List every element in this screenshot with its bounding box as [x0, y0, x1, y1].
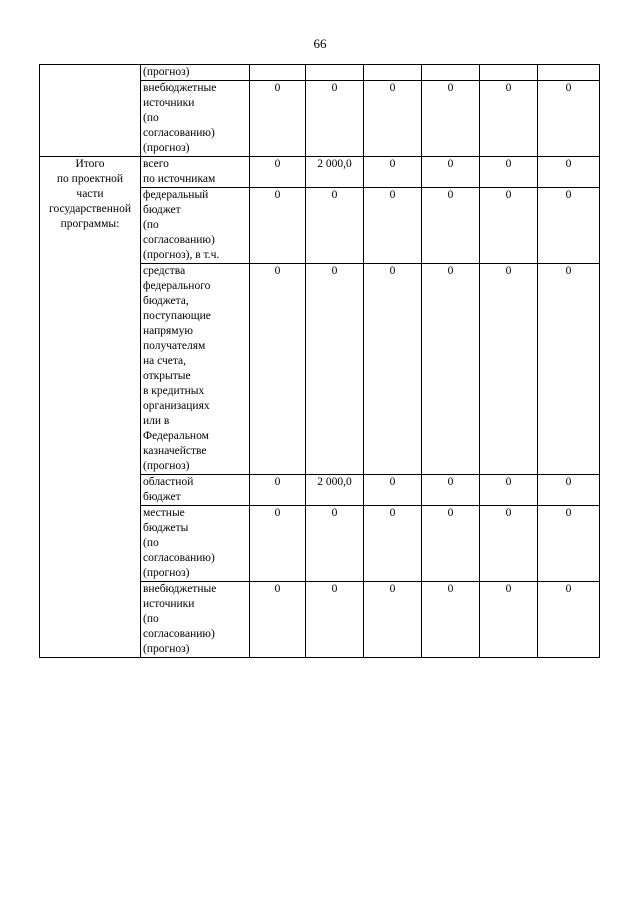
- cell-text-line: или в: [143, 415, 170, 427]
- cell-text-line: областной: [143, 476, 194, 488]
- value-cell: 0: [480, 188, 538, 264]
- cell-text-line: получателям: [143, 340, 206, 352]
- cell-text-line: поступающие: [143, 310, 211, 322]
- funding-source-cell: [141, 81, 250, 157]
- cell-text-line: федеральный: [143, 189, 209, 201]
- value-cell: 0: [250, 81, 306, 157]
- cell-text-line: на счета,: [143, 355, 187, 367]
- funding-source-cell: [141, 157, 250, 188]
- value-cell: 0: [306, 582, 364, 658]
- funding-source-cell: [141, 264, 250, 475]
- value-cell: 0: [364, 475, 422, 506]
- value-cell: [250, 65, 306, 81]
- cell-text-line: в кредитных: [143, 385, 205, 397]
- value-cell: 0: [306, 81, 364, 157]
- value-cell: 0: [250, 264, 306, 475]
- cell-text-line: источники: [143, 97, 195, 109]
- cell-text-line: организациях: [143, 400, 210, 412]
- value-cell: 0: [364, 188, 422, 264]
- value-cell: 0: [250, 506, 306, 582]
- cell-text-line: местные: [143, 507, 185, 519]
- value-cell: 0: [538, 264, 600, 475]
- value-cell: 0: [422, 264, 480, 475]
- budget-table: [39, 64, 600, 658]
- cell-text-line: федерального: [143, 280, 211, 292]
- cell-text-line: напрямую: [143, 325, 193, 337]
- value-cell: 0: [422, 582, 480, 658]
- cell-text-line: (прогноз): [143, 66, 190, 78]
- cell-text-line: открытые: [143, 370, 191, 382]
- value-cell: 0: [480, 157, 538, 188]
- value-cell: 0: [480, 81, 538, 157]
- funding-source-cell: [141, 582, 250, 658]
- funding-source-cell: [141, 475, 250, 506]
- group-label-cell: [40, 157, 141, 658]
- cell-text-line: (по: [143, 613, 159, 625]
- value-cell: 0: [480, 475, 538, 506]
- table-row: [40, 65, 600, 81]
- value-cell: 0: [422, 157, 480, 188]
- cell-text-line: (по: [143, 537, 159, 549]
- value-cell: 0: [364, 157, 422, 188]
- cell-text-line: (прогноз): [143, 460, 190, 472]
- value-cell: [480, 65, 538, 81]
- value-cell: 0: [422, 188, 480, 264]
- value-cell: 0: [480, 506, 538, 582]
- cell-text-line: (прогноз), в т.ч.: [143, 249, 220, 261]
- funding-source-cell: [141, 506, 250, 582]
- budget-table-body: [40, 65, 600, 658]
- cell-text-line: программы:: [60, 218, 120, 230]
- cell-text-line: части: [76, 188, 104, 200]
- cell-text-line: внебюджетные: [143, 82, 217, 94]
- value-cell: 0: [422, 81, 480, 157]
- value-cell: 0: [250, 582, 306, 658]
- cell-text-line: бюджета,: [143, 295, 189, 307]
- value-cell: 0: [250, 188, 306, 264]
- cell-text-line: согласованию): [143, 552, 215, 564]
- cell-text-line: (прогноз): [143, 142, 190, 154]
- value-cell: 0: [538, 506, 600, 582]
- value-cell: 0: [250, 475, 306, 506]
- value-cell: 0: [250, 157, 306, 188]
- value-cell: 0: [538, 582, 600, 658]
- cell-text-line: Итого: [75, 158, 105, 170]
- cell-text-line: (по: [143, 219, 159, 231]
- value-cell: [538, 65, 600, 81]
- cell-text-line: внебюджетные: [143, 583, 217, 595]
- cell-text-line: государственной: [49, 203, 131, 215]
- value-cell: 0: [306, 188, 364, 264]
- cell-text-line: бюджеты: [143, 522, 189, 534]
- value-cell: 0: [364, 81, 422, 157]
- value-cell: 0: [480, 264, 538, 475]
- value-cell: 0: [306, 264, 364, 475]
- cell-text-line: бюджет: [143, 204, 181, 216]
- table-row: [40, 157, 600, 188]
- value-cell: 0: [364, 506, 422, 582]
- value-cell: 0: [538, 188, 600, 264]
- value-cell: 0: [480, 582, 538, 658]
- cell-text-line: согласованию): [143, 234, 215, 246]
- value-cell: 0: [364, 264, 422, 475]
- cell-text-line: согласованию): [143, 628, 215, 640]
- value-cell: 0: [538, 475, 600, 506]
- cell-text-line: по источникам: [143, 173, 216, 185]
- cell-text-line: источники: [143, 598, 195, 610]
- empty-group-cell: [40, 65, 141, 157]
- value-cell: 0: [364, 582, 422, 658]
- cell-text-line: Федеральном: [143, 430, 209, 442]
- funding-source-cell: [141, 188, 250, 264]
- value-cell: 2 000,0: [306, 157, 364, 188]
- page-number: 66: [313, 36, 327, 51]
- value-cell: 0: [538, 157, 600, 188]
- cell-text-line: бюджет: [143, 491, 181, 503]
- cell-text-line: (прогноз): [143, 567, 190, 579]
- value-cell: 0: [422, 506, 480, 582]
- value-cell: 0: [422, 475, 480, 506]
- value-cell: [364, 65, 422, 81]
- funding-source-cell: [141, 65, 250, 81]
- cell-text-line: казначействе: [143, 445, 207, 457]
- cell-text-line: всего: [143, 158, 169, 170]
- cell-text-line: согласованию): [143, 127, 215, 139]
- cell-text-line: (прогноз): [143, 643, 190, 655]
- value-cell: [306, 65, 364, 81]
- value-cell: [422, 65, 480, 81]
- cell-text-line: средства: [143, 265, 186, 277]
- value-cell: 0: [306, 506, 364, 582]
- value-cell: 2 000,0: [306, 475, 364, 506]
- value-cell: 0: [538, 81, 600, 157]
- cell-text-line: по проектной: [56, 173, 124, 185]
- cell-text-line: (по: [143, 112, 159, 124]
